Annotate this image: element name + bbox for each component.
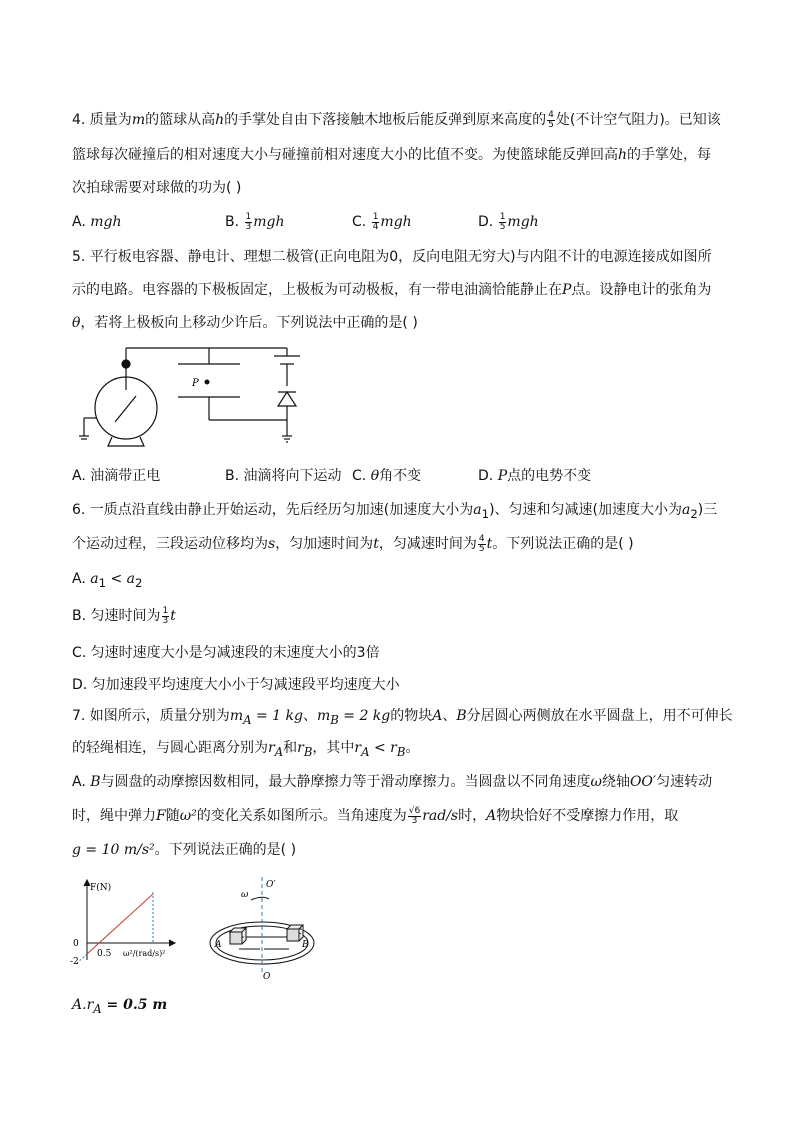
- block-a: [230, 932, 242, 944]
- graph-xlabel: ω²/(rad/s)²: [123, 949, 166, 958]
- q5-line-1: 5. 平行板电容器、静电计、理想二极管(正向电阻为0，反向电阻无穷大)与内阻不计的电源连接成如图所: [72, 249, 712, 265]
- q4-line-1: 4. 质量为m的篮球从高h的手掌处自由下落接触木地板后能反弹到原来高度的 $\frac{4}{5}$ 处(不计空气阻力)。已知该: [72, 109, 721, 130]
- q7-line-4: 时，绳中弹力F随ω²的变化关系如图所示。当角速度为 $\frac{√6}{3}$ rad/s时，A物块恰好不受摩擦力作用，取: [72, 805, 679, 826]
- disk-label-b: B: [302, 940, 309, 950]
- q5-option-a: A. 油滴带正电: [72, 468, 161, 484]
- graph-xtick: 0.5: [97, 949, 112, 959]
- rotation-arrow-icon: [251, 897, 269, 900]
- fraction-4-5: $\frac{4}{5}$: [548, 109, 554, 130]
- q5-circuit-diagram: [70, 340, 310, 455]
- graph-neg2: -2: [70, 957, 79, 967]
- q7-disk-diagram: [205, 875, 330, 980]
- q7-line-2: 的轻绳相连，与圆心距离分别为$r_A$和$r_B$，其中$r_A < r_B$。: [72, 740, 420, 759]
- q6-option-a: A. $a_1 < a_2$: [72, 571, 143, 590]
- q6-option-c: C. 匀速时速度大小是匀减速段的末速度大小的3倍: [72, 645, 380, 661]
- q4-option-b: B. $\frac{1}{3}$ mgh: [225, 211, 285, 232]
- q6-option-b: B. 匀速时间为 $\frac{1}{3}$ t: [72, 605, 176, 626]
- diode-symbol: [278, 392, 296, 406]
- oil-drop: [205, 380, 210, 385]
- q4-option-c: C. $\frac{1}{4}$ mgh: [352, 211, 412, 232]
- electrometer-stand: [108, 437, 144, 446]
- q5-option-b: B. 油滴将向下运动: [225, 468, 342, 484]
- q6-option-d: D. 匀加速段平均速度大小小于匀减速段平均速度大小: [72, 677, 400, 693]
- q5-line-3: θ，若将上极板向上移动少许后。下列说法中正确的是( ): [72, 315, 418, 331]
- label-p: P: [192, 378, 199, 389]
- graph-force-line: [87, 894, 153, 954]
- graph-ylabel: F(N): [90, 883, 112, 893]
- block-b: [287, 929, 299, 941]
- q4-line-3: 次拍球需要对球做的功为( ): [72, 180, 242, 196]
- q5-line-2: 示的电路。电容器的下极板固定，上极板为可动极板，有一带电油滴恰能静止在P点。设静电计的张角为: [72, 282, 712, 298]
- electrometer-knob: [122, 360, 130, 368]
- q7-line-3: A. B与圆盘的动摩擦因数相同，最大静摩擦力等于滑动摩擦力。当圆盘以不同角速度ω绕轴OO′匀速转动: [72, 774, 713, 790]
- disk-label-o: O: [263, 972, 271, 980]
- q5-option-d: D. P点的电势不变: [478, 468, 592, 484]
- graph-zero: 0: [73, 939, 79, 949]
- q4-line-2: 篮球每次碰撞后的相对速度大小与碰撞前相对速度大小的比值不变。为使篮球能反弹回高h的手掌处，每: [72, 147, 712, 163]
- disk-Oprime: O′: [266, 880, 276, 890]
- electrometer-needle: [115, 396, 136, 422]
- q7-line-5: g = 10 m/s²。下列说法正确的是( ): [72, 842, 297, 858]
- q6-line-2: 个运动过程，三段运动位移均为s，匀加速时间为t，匀减速时间为 $\frac{4}{5}$ t。下列说法正确的是( ): [72, 533, 634, 554]
- var-m: m: [131, 112, 146, 128]
- disk-label-a: A: [215, 940, 222, 950]
- q7-force-graph: [65, 878, 190, 970]
- q5-option-c: C. θ角不变: [352, 468, 422, 484]
- q7-answer-a: $A.r_A = 0.5$ m: [72, 997, 168, 1016]
- q7-line-1: 7. 如图所示，质量分别为$m_A = 1$ kg、$m_B = 2$ kg的物块A、B分居圆心两侧放在水平圆盘上，用不可伸长: [72, 708, 733, 727]
- var-h: h: [215, 112, 225, 128]
- disk-omega: ω: [241, 890, 249, 900]
- q4-option-d: D. $\frac{1}{5}$ mgh: [478, 211, 539, 232]
- q4-option-a: A. mgh: [72, 214, 122, 230]
- q6-line-1: 6. 一质点沿直线由静止开始运动，先后经历匀加速(加速度大小为$a_1$)、匀速和匀减速(加速度大小为$a_2$)三: [72, 502, 718, 521]
